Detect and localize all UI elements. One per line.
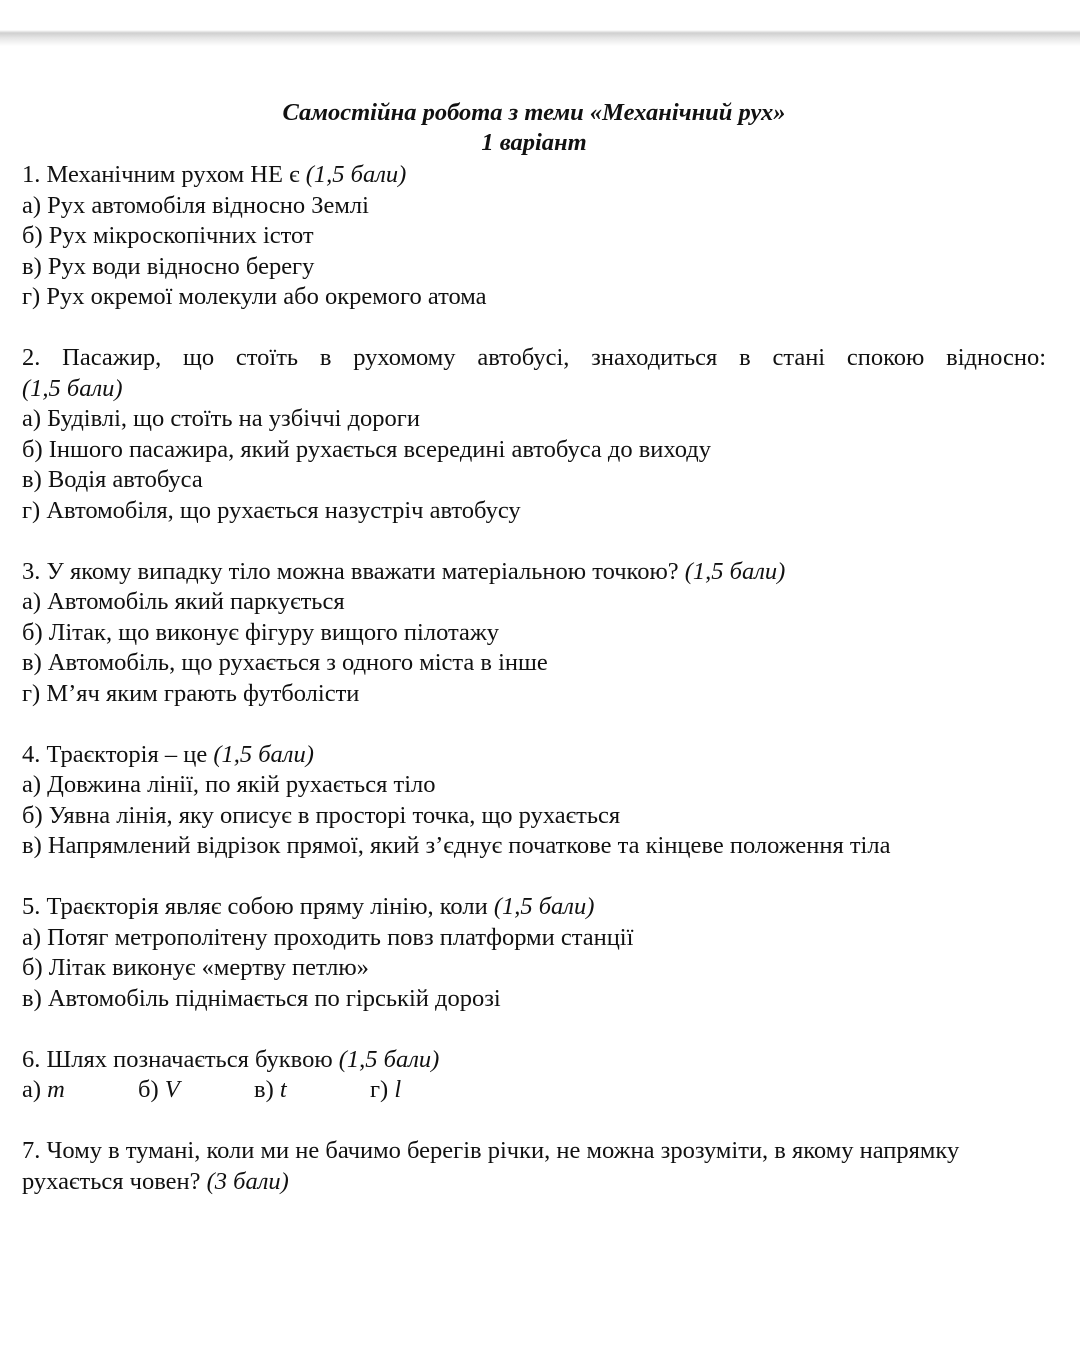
question-2-option-b: б) Іншого пасажира, який рухається всередині автобуса до виходу	[22, 435, 711, 463]
question-6	[22, 1045, 1046, 1106]
question-2-option-d: г) Автомобіля, що рухається назустріч автобусу	[22, 496, 521, 524]
question-5	[22, 892, 1046, 1014]
question-6-options	[22, 1075, 1046, 1106]
question-4	[22, 740, 1046, 862]
question-1	[22, 160, 1046, 313]
question-6-option-a: а) m	[22, 1076, 65, 1103]
question-5-option-a: а) Потяг метрополітену проходить повз платформи станції	[22, 923, 634, 951]
question-7-points: (3 бали)	[206, 1167, 289, 1195]
question-2	[22, 343, 1046, 526]
question-5-text: 5. Траєкторія являє собою пряму лінію, коли (1,5 бали)	[22, 893, 595, 920]
top-shadow-band	[0, 0, 1080, 46]
question-3-option-c: в) Автомобіль, що рухається з одного міста в інше	[22, 649, 548, 676]
question-1-option-a: а) Рух автомобіля відносно Землі	[22, 191, 369, 219]
question-1-points: (1,5 бали)	[305, 161, 407, 188]
question-2-option-c: в) Водія автобуса	[22, 466, 203, 493]
question-7	[22, 1136, 1046, 1197]
question-4-option-a: а) Довжина лінії, по якій рухається тіло	[22, 771, 436, 798]
question-1-option-c: в) Рух води відносно берегу	[22, 252, 315, 280]
question-4-option-c: в) Напрямлений відрізок прямої, який з’єднує початкове та кінцеве положення тіла	[22, 832, 891, 859]
question-4-option-b: б) Уявна лінія, яку описує в просторі точка, що рухається	[22, 801, 621, 829]
question-3-text: 3. У якому випадку тіло можна вважати матеріальною точкою? (1,5 бали)	[22, 557, 786, 585]
question-2-option-a: а) Будівлі, що стоїть на узбіччі дороги	[22, 405, 420, 432]
question-5-points: (1,5 бали)	[493, 893, 595, 920]
variant-label: 1 варіант	[481, 129, 587, 156]
question-3-option-b: б) Літак, що виконує фігуру вищого пілотажу	[22, 618, 500, 646]
question-7-text: 7. Чому в тумані, коли ми не бачимо берегів річки, не можна зрозуміти, в якому напрямку рухається човен? (3 бали)	[22, 1137, 960, 1195]
question-1-option-b: б) Рух мікроскопічних істот	[22, 222, 314, 249]
question-6-option-d: г) l	[370, 1076, 402, 1103]
question-6-points: (1,5 бали)	[338, 1045, 440, 1073]
question-1-option-d: г) Рух окремої молекули або окремого атома	[22, 283, 487, 310]
question-6-option-c: в) t	[254, 1076, 287, 1103]
question-5-option-b: б) Літак виконує «мертву петлю»	[22, 954, 369, 981]
question-2-points: (1,5 бали)	[22, 374, 123, 402]
question-4-text: 4. Траєкторія – це (1,5 бали)	[22, 740, 314, 768]
question-6-text: 6. Шлях позначається буквою (1,5 бали)	[22, 1045, 440, 1073]
question-4-points: (1,5 бали)	[213, 740, 314, 768]
question-2-text: 2. Пасажир, що стоїть в рухомому автобусі, знаходиться в стані спокою відносно:	[22, 344, 1046, 371]
question-3-option-a: а) Автомобіль який паркується	[22, 588, 345, 615]
question-3-points: (1,5 бали)	[684, 557, 786, 585]
question-3-option-d: г) М’яч яким грають футболісти	[22, 679, 360, 707]
question-3	[22, 557, 1046, 710]
question-1-text: 1. Механічним рухом НЕ є (1,5 бали)	[22, 161, 407, 188]
question-5-option-c: в) Автомобіль піднімається по гірській дорозі	[22, 984, 501, 1012]
document-page	[22, 98, 1046, 1228]
question-6-option-b: б) V	[138, 1076, 180, 1103]
document-title: Самостійна робота з теми «Механічний рух»	[282, 99, 786, 126]
